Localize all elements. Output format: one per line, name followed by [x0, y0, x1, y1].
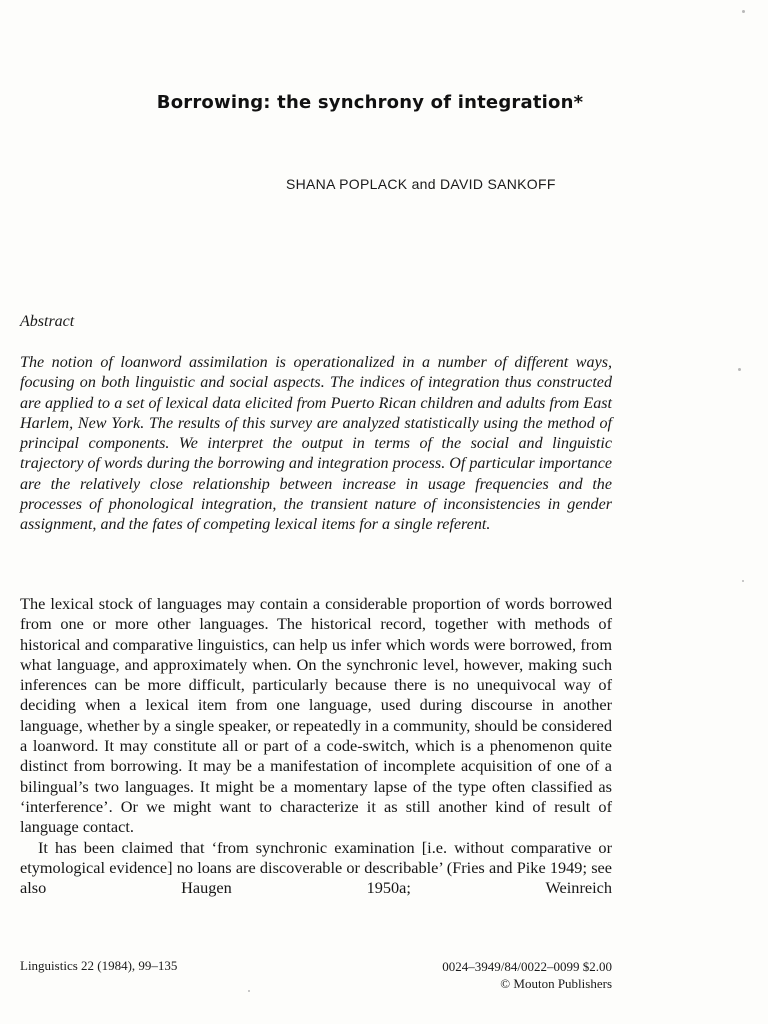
body-paragraph-2: It has been claimed that ‘from synchronic examination [i.e. without comparative or etymological evidence] no loans are discoverable or describable’ (Fries and Pike 1949; see also Haugen 1950a; Weinreich	[20, 837, 612, 898]
body-text	[20, 594, 612, 898]
body-paragraph-1: The lexical stock of languages may contain a considerable proportion of words borrowed from one or more other languages. The historical record, together with methods of historical and comparative linguistics, can help us infer which words were borrowed, from what language, and approximately when. On the synchronic level, however, making such inferences can be more difficult, particularly because there is no unequivocal way of deciding when a lexical item from one language, used during discourse in another language, whether by a single speaker, or repeatedly in a community, should be considered a loanword. It may constitute all or part of a code-switch, which is a phenomenon quite distinct from borrowing. It may be a manifestation of incomplete acquisition of one of a bilingual’s two languages. It might be a momentary lapse of the type often classified as ‘interference’. Or we might want to characterize it as still another kind of result of language contact.	[20, 594, 612, 837]
abstract-text: The notion of loanword assimilation is operationalized in a number of different ways, focusing on both linguistic and social aspects. The indices of integration thus constructed are applied to a set of lexical data elicited from Puerto Rican children and adults from East Harlem, New York. The results of this survey are analyzed statistically using the method of principal components. We interpret the output in terms of the social and linguistic trajectory of words during the borrowing and integration process. Of particular importance are the relatively close relationship between increase in usage frequencies and the processes of phonological integration, the transient nature of inconsistencies in gender assignment, and the fates of competing lexical items for a single referent.	[20, 354, 612, 534]
scan-speck	[248, 990, 250, 992]
scan-speck	[742, 10, 745, 13]
scan-speck	[742, 580, 744, 582]
author-line: SHANA POPLACK and DAVID SANKOFF	[286, 176, 556, 192]
issn-price-code: 0024–3949/84/0022–0099 $2.00	[442, 959, 612, 974]
journal-citation: Linguistics 22 (1984), 99–135	[20, 958, 178, 973]
paper-title: Borrowing: the synchrony of integration*	[156, 92, 584, 113]
scan-speck	[738, 368, 741, 371]
publication-info	[442, 958, 612, 992]
abstract-heading: Abstract	[20, 313, 75, 330]
publisher-line: © Mouton Publishers	[500, 976, 612, 991]
